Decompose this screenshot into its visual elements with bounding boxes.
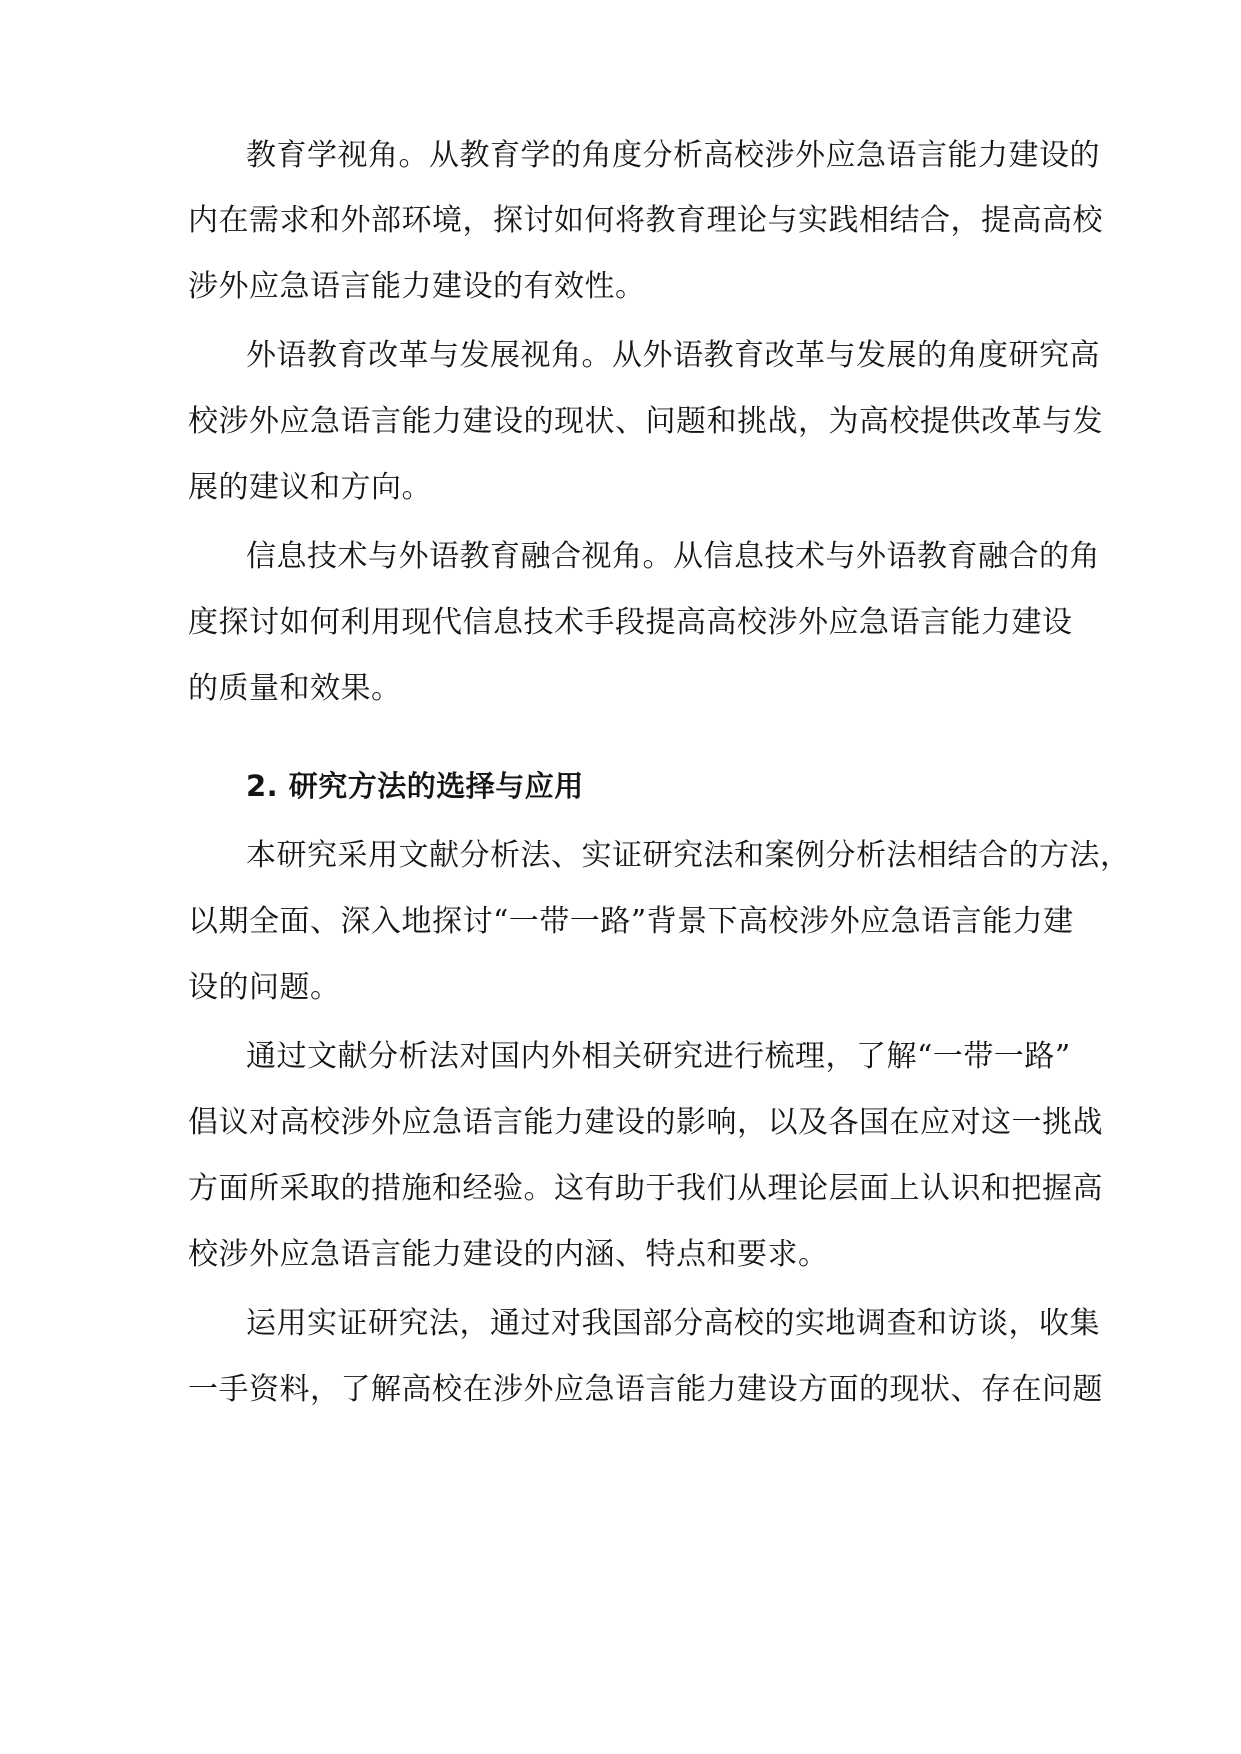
paragraph-line: 方面所采取的措施和经验。这有助于我们从理论层面上认识和把握高 [188, 1171, 1103, 1206]
paragraph-line: 运用实证研究法，通过对我国部分高校的实地调查和访谈，收集 [246, 1306, 1100, 1341]
paragraph-line: 校涉外应急语言能力建设的内涵、特点和要求。 [188, 1237, 829, 1272]
paragraph-line: 内在需求和外部环境，探讨如何将教育理论与实践相结合，提高高校 [188, 203, 1103, 238]
paragraph-line: 涉外应急语言能力建设的有效性。 [188, 269, 646, 304]
paragraph-line: 设的问题。 [188, 970, 341, 1005]
paragraph-line: 一手资料，了解高校在涉外应急语言能力建设方面的现状、存在问题 [188, 1372, 1103, 1407]
paragraph-line: 教育学视角。从教育学的角度分析高校涉外应急语言能力建设的 [246, 138, 1100, 173]
paragraph-line: 外语教育改革与发展视角。从外语教育改革与发展的角度研究高 [246, 338, 1100, 373]
paragraph-line: 信息技术与外语教育融合视角。从信息技术与外语教育融合的角 [246, 539, 1100, 574]
paragraph-line: 本研究采用文献分析法、实证研究法和案例分析法相结合的方法， [246, 838, 1131, 873]
paragraph-line: 通过文献分析法对国内外相关研究进行梳理，了解“一带一路” [246, 1039, 1071, 1074]
paragraph-line: 校涉外应急语言能力建设的现状、问题和挑战，为高校提供改革与发 [188, 404, 1103, 439]
section-heading: 2. 研究方法的选择与应用 [246, 769, 584, 803]
paragraph-line: 度探讨如何利用现代信息技术手段提高高校涉外应急语言能力建设 [188, 605, 1073, 640]
paragraph-line: 的质量和效果。 [188, 671, 402, 706]
paragraph-line: 倡议对高校涉外应急语言能力建设的影响，以及各国在应对这一挑战 [188, 1105, 1103, 1140]
paragraph-line: 展的建议和方向。 [188, 470, 432, 505]
paragraph-line: 以期全面、深入地探讨“一带一路”背景下高校涉外应急语言能力建 [188, 904, 1074, 939]
